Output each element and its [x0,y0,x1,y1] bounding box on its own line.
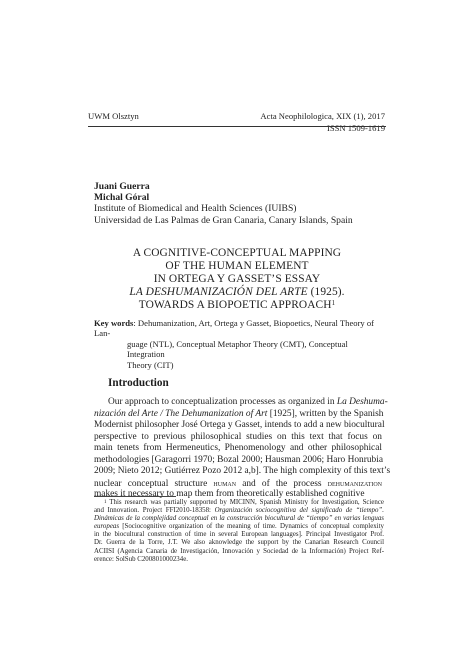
issn-label: ISSN 1509-1619 [326,123,385,133]
keywords-block [94,318,384,370]
keywords-line [94,318,384,339]
article-title [88,247,386,312]
footnote [94,499,384,564]
publisher-label: UWM Olsztyn [88,111,139,121]
body-text: and of the process [236,478,328,489]
footnote-line: in the biocultural construction of time in several European languages]. Principal Investigator Prof. [94,531,384,539]
body-line [94,478,382,490]
running-header-left [88,110,139,122]
footnote-line [94,499,384,507]
title-footnote-mark[interactable]: 1 [331,299,336,307]
body-text: Our approach to conceptualization processes as organized in [108,397,337,407]
body-line: perspective to previous philosophical studies on this text that focus on [94,431,382,442]
footnote-text: This research was partially supported by MICINN, Spanish Ministry for Investigation, Science [106,499,384,506]
body-paragraph [94,397,391,501]
title-segment: (1925). [307,286,345,298]
footnote-line: Dr. Guerra de la Torre, J.T. We also aknowledge the support by the Canarian Research Council [94,539,384,547]
body-smallcaps: human [213,477,237,488]
footnote-text: and Innovation. Project FFI2010-18358: [94,507,215,515]
body-line: 2009; Nieto 2012; Gutiérrez Pozo 2012 a,b]. The high complexity of this text’s [94,466,391,477]
title-line: IN ORTEGA Y GASSET’S ESSAY [153,273,321,285]
footnote-line [94,507,384,515]
header-rule [88,126,386,127]
body-line [94,397,388,409]
author-name: Michal Góral [94,192,150,204]
body-text: [1925], written by the Spanish [267,408,384,419]
footnote-rule [94,496,176,497]
body-smallcaps: dehumanization [327,477,382,488]
body-line: Modernist philosopher José Ortega y Gasset, intends to add a new biocultural [94,420,385,431]
keywords-line: guage (NTL), Conceptual Metaphor Theory (CMT), Conceptual Integration [127,338,348,360]
title-line [88,299,386,312]
keywords-line: Theory (CIT) [127,359,174,370]
section-heading: Introduction [108,377,169,389]
title-segment: TOWARDS A BIOPOETIC APPROACH [138,299,332,311]
title-line [88,286,386,299]
footnote-line: ACIISI (Agencia Canaria de Investigación, Innovación y Sociedad de la Información) Project Ref- [94,547,384,555]
body-italic: La Deshuma- [336,397,388,407]
author-name: Juani Guerra [94,181,150,192]
footnote-line: Dinámicas de la complejidad conceptual en la construcción biocultural de “tiempo” en varias lenguas [94,515,384,523]
footnote-italic: Organización sociocognitiva del significado de “tiempo”. [214,507,384,515]
author-affiliation: Universidad de Las Palmas de Gran Canaria, Canary Islands, Spain [94,214,353,226]
running-header-right [260,110,385,134]
footnote-text: [Sociocognitive organization of the meaning of time. Dynamics of conceptual complexity [119,523,384,531]
keywords-text: : Dehumanization, Art, Ortega y Gasset, Biopoetics, Neural Theory of Lan- [94,318,375,339]
journal-citation: Acta Neophilologica, XIX (1), 2017 [260,111,385,121]
footnote-line: erence: SolSub C200801000234e. [94,555,188,563]
footnote-italic: europeas [94,523,120,531]
author-affiliation: Institute of Biomedical and Health Sciences (IUIBS) [94,203,297,215]
body-text: nuclear conceptual structure [94,478,214,489]
keywords-label: Key words [94,318,134,328]
title-italic-segment: LA DESHUMANIZACIÓN DEL ARTE [129,286,308,298]
body-line: main tenets from Hermeneutics, Phenomenology and other philosophical [94,443,382,454]
body-line [94,409,382,421]
body-italic: nización del Arte / The Dehumanization of Art [94,408,268,419]
body-line: methodologies [Garagorri 1970; Bozal 2000; Hausman 2006; Haro Honrubia [94,454,383,465]
footnote-mark: 1 [104,500,107,505]
title-line: A COGNITIVE-CONCEPTUAL MAPPING [132,247,342,259]
author-block [94,181,353,226]
title-line: OF THE HUMAN ELEMENT [165,260,309,272]
footnote-line [94,523,384,531]
body-line: makes it necessary to map them from theoretically established cognitive [94,489,365,500]
